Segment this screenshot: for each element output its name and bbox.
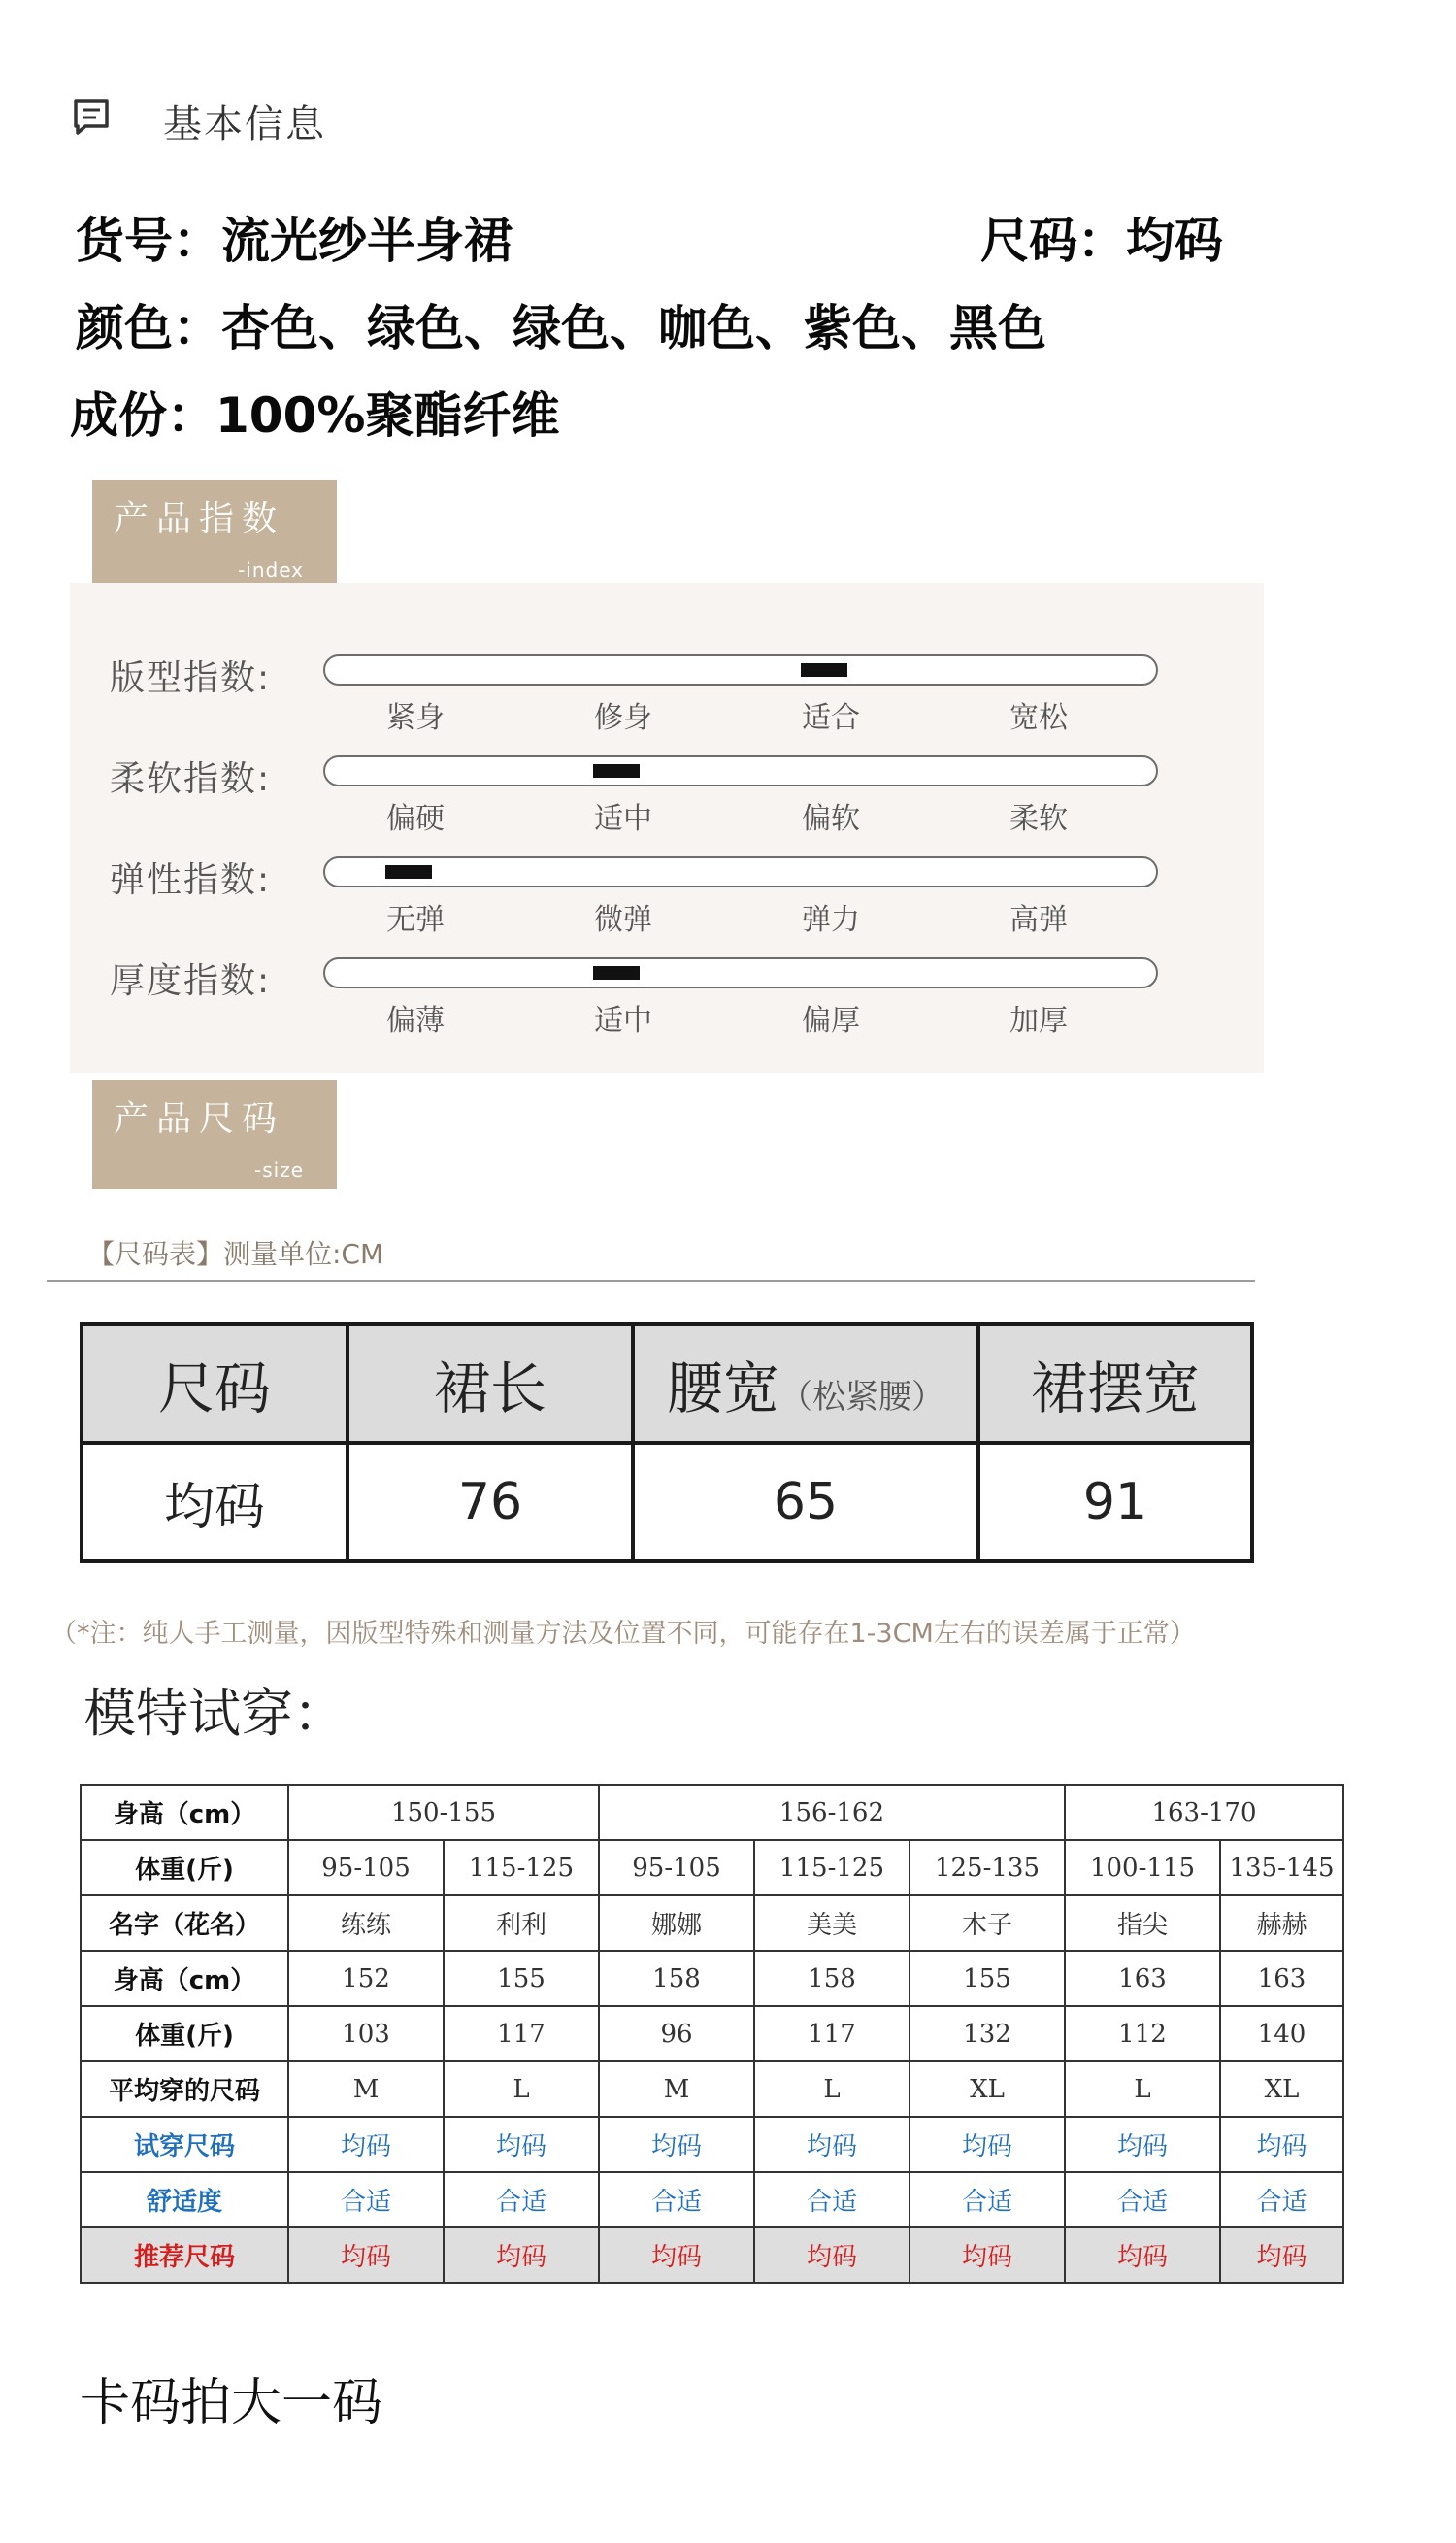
- table-cell: 155: [910, 1951, 1065, 2006]
- table-cell: 125-135: [910, 1840, 1065, 1895]
- table-cell: 103: [288, 2006, 444, 2061]
- table-cell: 合适: [444, 2172, 599, 2227]
- table-row: [81, 2172, 1343, 2227]
- table-cell: 合适: [910, 2172, 1065, 2227]
- table-row: [81, 2227, 1343, 2283]
- size-advice: 卡码拍大一码: [80, 2374, 383, 2432]
- index-tick: 修身: [594, 701, 652, 735]
- index-tick: 弹力: [802, 903, 860, 937]
- material-info: 成份：100%聚酯纤维: [70, 387, 560, 444]
- table-cell: 均码: [754, 2227, 910, 2283]
- table-row: [81, 1785, 1343, 1840]
- table-cell: L: [1065, 2061, 1220, 2117]
- index-tick: 宽松: [1009, 701, 1068, 735]
- size-header-cell: [633, 1324, 978, 1443]
- index-tick: 偏厚: [802, 1004, 860, 1038]
- index-marker: [593, 966, 640, 980]
- document-lines-icon: [70, 95, 113, 138]
- table-cell: 115-125: [444, 1840, 599, 1895]
- table-cell: 赫赫: [1220, 1895, 1343, 1951]
- table-cell: 96: [599, 2006, 754, 2061]
- size-box-title: 产品尺码: [114, 1099, 285, 1139]
- table-cell: 156-162: [599, 1785, 1065, 1840]
- table-row: [81, 2117, 1343, 2172]
- size-table: [80, 1322, 1254, 1563]
- index-label: 弹性指数:: [110, 860, 272, 900]
- table-cell: 均码: [1065, 2227, 1220, 2283]
- table-cell: 均码: [444, 2227, 599, 2283]
- table-row: [81, 1951, 1343, 2006]
- row-header: 体重(斤): [81, 1840, 288, 1895]
- size-header-cell: 裙长: [347, 1324, 633, 1443]
- table-cell: 158: [754, 1951, 910, 2006]
- index-tick: 适中: [594, 802, 652, 836]
- table-row: [81, 2006, 1343, 2061]
- index-tick: 紧身: [386, 701, 445, 735]
- table-cell: 135-145: [1220, 1840, 1343, 1895]
- index-bar: [323, 654, 1158, 686]
- table-cell: 100-115: [1065, 1840, 1220, 1895]
- index-tick: 适中: [594, 1004, 652, 1038]
- table-cell: 美美: [754, 1895, 910, 1951]
- table-cell: 95-105: [599, 1840, 754, 1895]
- row-header: 体重(斤): [81, 2006, 288, 2061]
- index-tick: 偏硬: [386, 802, 445, 836]
- row-header: 身高（cm）: [81, 1785, 288, 1840]
- index-label-box: [92, 480, 337, 589]
- table-cell: 140: [1220, 2006, 1343, 2061]
- table-cell: 均码: [288, 2117, 444, 2172]
- table-cell: 163: [1220, 1951, 1343, 2006]
- index-tick: 柔软: [1009, 802, 1068, 836]
- section-title: 基本信息: [163, 102, 326, 147]
- table-cell: 均码: [1220, 2117, 1343, 2172]
- table-cell: M: [599, 2061, 754, 2117]
- colors-info: 颜色：杏色、绿色、绿色、咖色、紫色、黑色: [76, 300, 1046, 356]
- table-cell: 163: [1065, 1951, 1220, 2006]
- table-row: [81, 1895, 1343, 1951]
- row-header: 平均穿的尺码: [81, 2061, 288, 2117]
- table-cell: 均码: [1065, 2117, 1220, 2172]
- table-cell: 合适: [1220, 2172, 1343, 2227]
- table-cell: 132: [910, 2006, 1065, 2061]
- size-table-row: [82, 1443, 1252, 1561]
- index-box-title: 产品指数: [114, 499, 285, 539]
- row-header: 试穿尺码: [81, 2117, 288, 2172]
- table-cell: XL: [910, 2061, 1065, 2117]
- size-header-cell: 尺码: [82, 1324, 347, 1443]
- row-header: 身高（cm）: [81, 1951, 288, 2006]
- table-cell: 指尖: [1065, 1895, 1220, 1951]
- row-header: 舒适度: [81, 2172, 288, 2227]
- table-row: [81, 2061, 1343, 2117]
- table-cell: 115-125: [754, 1840, 910, 1895]
- table-cell: 均码: [288, 2227, 444, 2283]
- index-marker: [801, 663, 847, 677]
- index-tick: 高弹: [1009, 903, 1068, 937]
- size-info: 尺码：均码: [980, 213, 1223, 269]
- index-label: 厚度指数:: [110, 961, 272, 1001]
- row-header: 推荐尺码: [81, 2227, 288, 2283]
- table-cell: L: [444, 2061, 599, 2117]
- waist-sublabel: （松紧腰）: [779, 1378, 944, 1417]
- measurement-disclaimer: （*注：纯人手工测量，因版型特殊和测量方法及位置不同，可能存在1-3CM左右的误差属于正常）: [50, 1619, 1196, 1649]
- size-cell: 91: [978, 1443, 1252, 1561]
- index-bar: [323, 755, 1158, 786]
- table-cell: 158: [599, 1951, 754, 2006]
- table-cell: 155: [444, 1951, 599, 2006]
- model-fitting-title: 模特试穿：: [83, 1683, 346, 1744]
- model-table: [80, 1784, 1344, 2284]
- table-cell: 利利: [444, 1895, 599, 1951]
- size-table-note: 【尺码表】测量单位:CM: [87, 1238, 384, 1270]
- table-cell: 117: [754, 2006, 910, 2061]
- item-number: 货号：流光纱半身裙: [76, 213, 513, 269]
- table-cell: 152: [288, 1951, 444, 2006]
- index-tick: 无弹: [386, 903, 445, 937]
- index-tick: 适合: [802, 701, 860, 735]
- index-marker: [593, 764, 640, 778]
- index-bar: [323, 957, 1158, 988]
- table-cell: 163-170: [1065, 1785, 1343, 1840]
- table-cell: 练练: [288, 1895, 444, 1951]
- table-cell: 均码: [910, 2227, 1065, 2283]
- index-tick: 加厚: [1009, 1004, 1068, 1038]
- table-cell: 均码: [1220, 2227, 1343, 2283]
- table-cell: 117: [444, 2006, 599, 2061]
- table-cell: 均码: [599, 2227, 754, 2283]
- size-cell: 均码: [82, 1443, 347, 1561]
- index-label: 柔软指数:: [110, 759, 272, 799]
- table-cell: 木子: [910, 1895, 1065, 1951]
- table-cell: 112: [1065, 2006, 1220, 2061]
- table-cell: 合适: [599, 2172, 754, 2227]
- table-cell: XL: [1220, 2061, 1343, 2117]
- table-cell: 合适: [754, 2172, 910, 2227]
- table-cell: M: [288, 2061, 444, 2117]
- index-tick: 微弹: [594, 903, 652, 937]
- table-cell: 娜娜: [599, 1895, 754, 1951]
- table-cell: 合适: [288, 2172, 444, 2227]
- table-cell: L: [754, 2061, 910, 2117]
- size-header-cell: 裙摆宽: [978, 1324, 1252, 1443]
- row-header: 名字（花名）: [81, 1895, 288, 1951]
- table-cell: 合适: [1065, 2172, 1220, 2227]
- divider: [47, 1280, 1255, 1282]
- waist-label: 腰宽: [666, 1355, 779, 1422]
- index-marker: [385, 865, 432, 879]
- table-cell: 均码: [754, 2117, 910, 2172]
- table-row: [81, 1840, 1343, 1895]
- table-cell: 均码: [910, 2117, 1065, 2172]
- size-table-header: [82, 1324, 1252, 1443]
- table-cell: 均码: [444, 2117, 599, 2172]
- size-cell: 65: [633, 1443, 978, 1561]
- table-cell: 均码: [599, 2117, 754, 2172]
- size-label-box: [92, 1080, 337, 1189]
- index-box-subtitle: -index: [238, 558, 304, 582]
- size-box-subtitle: -size: [254, 1158, 304, 1182]
- index-tick: 偏软: [802, 802, 860, 836]
- index-tick: 偏薄: [386, 1004, 445, 1038]
- table-cell: 150-155: [288, 1785, 599, 1840]
- table-cell: 95-105: [288, 1840, 444, 1895]
- index-label: 版型指数:: [110, 658, 272, 698]
- index-bar: [323, 856, 1158, 887]
- size-cell: 76: [347, 1443, 633, 1561]
